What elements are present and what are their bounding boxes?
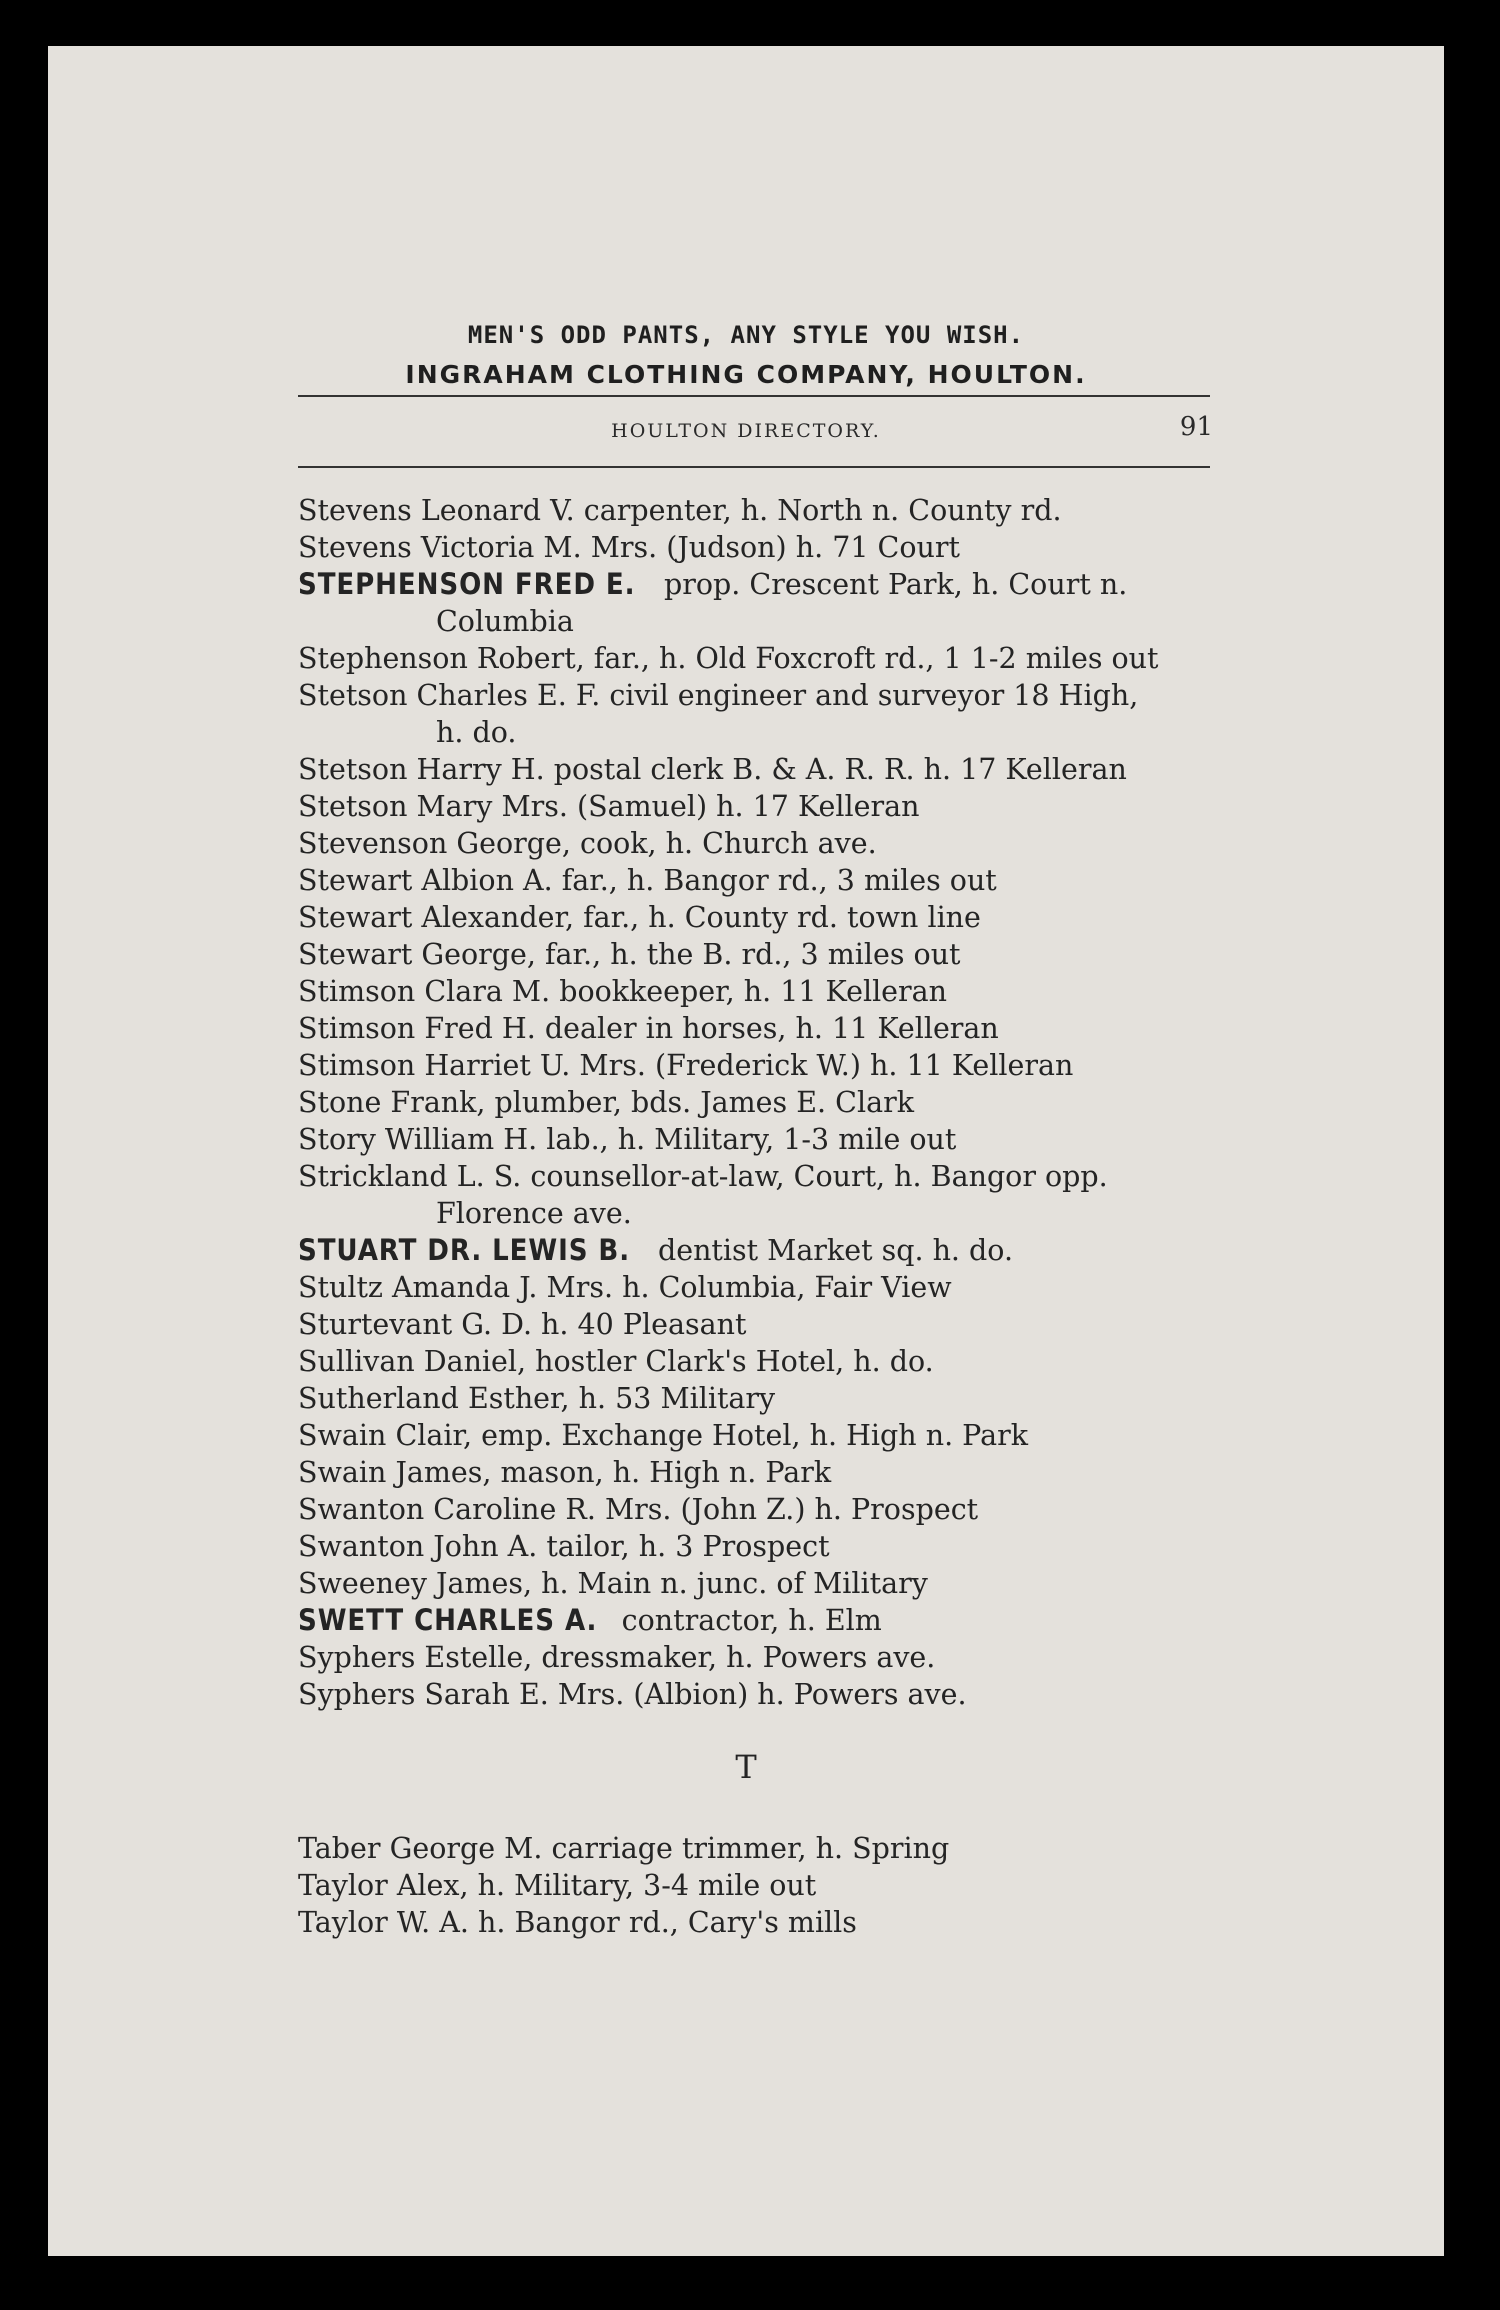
directory-entry bbox=[298, 1528, 1298, 1565]
directory-entry bbox=[298, 1417, 1298, 1454]
directory-entry: Taylor Alex, h. Military, 3-4 mile out bbox=[298, 1869, 817, 1902]
directory-entry bbox=[298, 1565, 1298, 1602]
entry-text: Sullivan Daniel, hostler Clark's Hotel, h. do. bbox=[298, 1345, 934, 1378]
entry-text: Stimson Harriet U. Mrs. (Frederick W.) h. 11 Kelleran bbox=[298, 1049, 1074, 1082]
entry-continuation: Columbia bbox=[436, 605, 574, 638]
directory-entry bbox=[298, 1343, 1298, 1380]
entry-text: Stetson Charles E. F. civil engineer and surveyor 18 High, bbox=[298, 679, 1139, 712]
directory-entry bbox=[298, 1639, 1298, 1676]
directory-entry bbox=[298, 1084, 1298, 1121]
entry-text: Stewart George, far., h. the B. rd., 3 miles out bbox=[298, 938, 961, 971]
header-rule-top bbox=[298, 395, 1210, 397]
entry-bold-name: STUART DR. LEWIS B. bbox=[298, 1233, 631, 1267]
directory-entry: Taber George M. carriage trimmer, h. Spring bbox=[298, 1832, 950, 1865]
directory-entry bbox=[298, 825, 1298, 862]
directory-entry bbox=[298, 751, 1298, 788]
entry-text: Swanton Caroline R. Mrs. (John Z.) h. Prospect bbox=[298, 1493, 979, 1526]
directory-entry bbox=[298, 640, 1298, 677]
directory-entry bbox=[298, 1121, 1298, 1158]
entry-bold-name: SWETT CHARLES A. bbox=[298, 1603, 598, 1637]
entry-text: Stephenson Robert, far., h. Old Foxcroft rd., 1 1-2 miles out bbox=[298, 642, 1159, 675]
entry-text: Stimson Fred H. dealer in horses, h. 11 Kelleran bbox=[298, 1012, 999, 1045]
entry-text: Stewart Albion A. far., h. Bangor rd., 3 miles out bbox=[298, 864, 997, 897]
entry-text: Stevens Victoria M. Mrs. (Judson) h. 71 Court bbox=[298, 531, 960, 564]
entry-continuation: Florence ave. bbox=[436, 1197, 632, 1230]
entry-text: Story William H. lab., h. Military, 1-3 mile out bbox=[298, 1123, 957, 1156]
directory-entry bbox=[298, 1380, 1298, 1417]
entry-text: Stevens Leonard V. carpenter, h. North n. County rd. bbox=[298, 494, 1062, 527]
entry-text: Stevenson George, cook, h. Church ave. bbox=[298, 827, 877, 860]
entry-text: contractor, h. Elm bbox=[612, 1604, 882, 1637]
advertisement-line-2: INGRAHAM CLOTHING COMPANY, HOULTON. bbox=[405, 360, 1087, 389]
directory-entry: Taylor W. A. h. Bangor rd., Cary's mills bbox=[298, 1906, 857, 1939]
entry-text: Swain James, mason, h. High n. Park bbox=[298, 1456, 832, 1489]
directory-entry bbox=[298, 1454, 1298, 1491]
directory-entry bbox=[298, 1491, 1298, 1528]
entry-text: Swain Clair, emp. Exchange Hotel, h. High n. Park bbox=[298, 1419, 1028, 1452]
section-letter-t: T bbox=[735, 1748, 757, 1786]
entry-text: Stimson Clara M. bookkeeper, h. 11 Kelleran bbox=[298, 975, 948, 1008]
directory-entry bbox=[298, 973, 1298, 1010]
running-head: HOULTON DIRECTORY. bbox=[611, 420, 881, 442]
directory-entry bbox=[298, 936, 1298, 973]
entry-text: Stetson Harry H. postal clerk B. & A. R. R. h. 17 Kelleran bbox=[298, 753, 1127, 786]
directory-page bbox=[48, 46, 1444, 2256]
directory-entry bbox=[298, 1158, 1298, 1232]
directory-entry bbox=[298, 566, 1298, 640]
entry-text: dentist Market sq. h. do. bbox=[648, 1234, 1014, 1267]
entry-text: Sturtevant G. D. h. 40 Pleasant bbox=[298, 1308, 747, 1341]
entry-text: Stone Frank, plumber, bds. James E. Clark bbox=[298, 1086, 914, 1119]
entry-text: Sutherland Esther, h. 53 Military bbox=[298, 1382, 776, 1415]
entry-text: Syphers Sarah E. Mrs. (Albion) h. Powers ave. bbox=[298, 1678, 967, 1711]
directory-entries-s bbox=[298, 492, 1298, 1713]
entry-continuation: h. do. bbox=[436, 716, 517, 749]
directory-entry bbox=[298, 529, 1298, 566]
directory-entries-t bbox=[298, 1830, 1298, 1941]
entry-bold-name: STEPHENSON FRED E. bbox=[298, 567, 636, 601]
directory-entry bbox=[298, 1232, 1298, 1269]
directory-entry bbox=[298, 788, 1298, 825]
directory-entry bbox=[298, 677, 1298, 751]
directory-entry bbox=[298, 1010, 1298, 1047]
entry-text: Stultz Amanda J. Mrs. h. Columbia, Fair View bbox=[298, 1271, 952, 1304]
entry-text: Stewart Alexander, far., h. County rd. town line bbox=[298, 901, 981, 934]
directory-entry bbox=[298, 1306, 1298, 1343]
directory-entry bbox=[298, 1269, 1298, 1306]
entry-text: Syphers Estelle, dressmaker, h. Powers ave. bbox=[298, 1641, 936, 1674]
directory-entry bbox=[298, 1676, 1298, 1713]
advertisement-line-1: MEN'S ODD PANTS, ANY STYLE YOU WISH. bbox=[467, 321, 1025, 349]
directory-entry bbox=[298, 492, 1298, 529]
page-number: 91 bbox=[1179, 412, 1213, 442]
directory-entry bbox=[298, 1047, 1298, 1084]
entry-text: Swanton John A. tailor, h. 3 Prospect bbox=[298, 1530, 830, 1563]
directory-entry bbox=[298, 1602, 1298, 1639]
directory-entry bbox=[298, 899, 1298, 936]
directory-entry bbox=[298, 862, 1298, 899]
entry-text: prop. Crescent Park, h. Court n. bbox=[654, 568, 1128, 601]
entry-text: Sweeney James, h. Main n. junc. of Military bbox=[298, 1567, 928, 1600]
entry-text: Strickland L. S. counsellor-at-law, Court, h. Bangor opp. bbox=[298, 1160, 1108, 1193]
header-rule-bottom bbox=[298, 466, 1210, 468]
entry-text: Stetson Mary Mrs. (Samuel) h. 17 Kelleran bbox=[298, 790, 920, 823]
